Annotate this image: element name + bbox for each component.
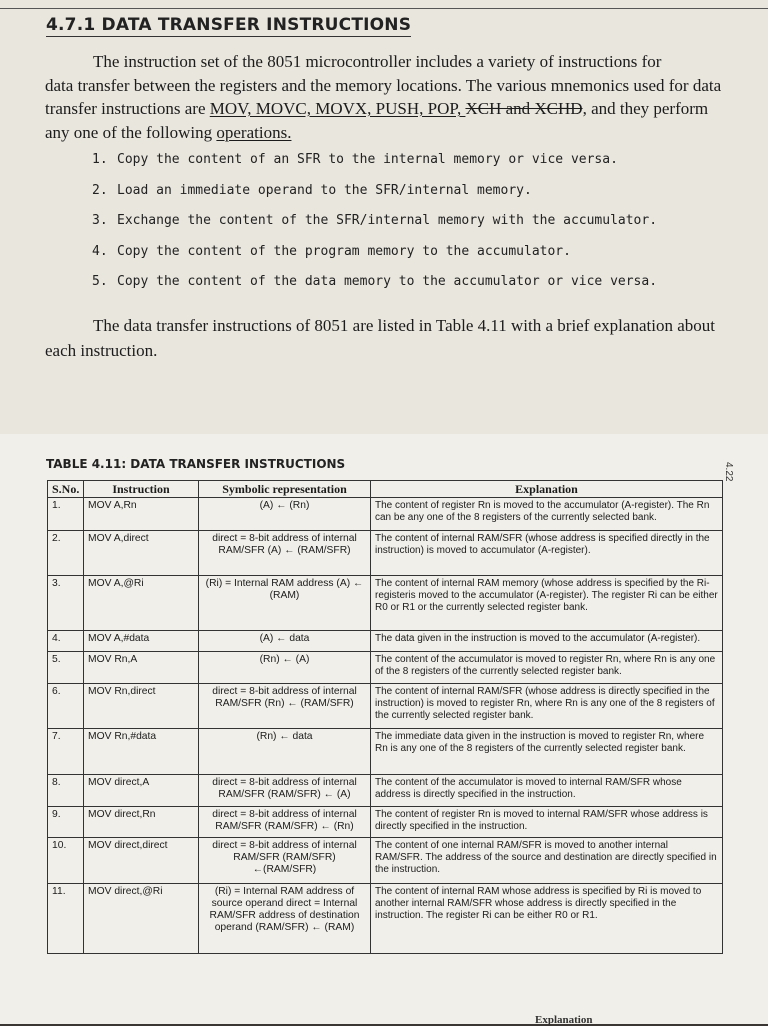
operations-list — [92, 152, 657, 305]
cell-instruction: MOV A,direct — [84, 531, 199, 576]
intro-line-2: data transfer between the registers and the memory locations. The various mnemonics used for data — [45, 75, 722, 95]
cell-explanation: The content of the accumulator is moved to register Rn, where Rn is any one of the 8 registers of the currently selected register bank. — [371, 652, 723, 684]
cell-symbolic: direct = 8-bit address of internal RAM/SFR (RAM/SFR) ← (Rn) — [199, 807, 371, 838]
cell-sno: 5. — [48, 652, 84, 684]
table-row — [48, 652, 723, 684]
data-transfer-table — [47, 480, 723, 954]
cell-explanation: The content of internal RAM/SFR (whose address is specified directly in the instruction) is moved to accumulator (A-register). — [371, 531, 723, 576]
cell-symbolic: (A) ← (Rn) — [199, 498, 371, 531]
section-heading: 4.7.1 DATA TRANSFER INSTRUCTIONS — [46, 15, 412, 35]
operation-item: 3. Exchange the content of the SFR/internal memory with the accumulator. — [92, 213, 658, 229]
page-top-rule — [0, 8, 768, 9]
header-sno: S.No. — [48, 481, 84, 498]
cell-explanation: The content of internal RAM memory (whose address is specified by the Ri-registeris moved to the accumulator (A-register). The register Ri can be either R0 or R1 or the currently selected register bank. — [371, 576, 723, 631]
cell-symbolic: direct = 8-bit address of internal RAM/SFR (RAM/SFR) ← (A) — [199, 775, 371, 807]
table-row — [48, 684, 723, 729]
cell-instruction: MOV direct,Rn — [84, 807, 199, 838]
table-row — [48, 729, 723, 775]
cell-sno: 8. — [48, 775, 84, 807]
cell-sno: 11. — [48, 884, 84, 954]
xch-xchd-struck: XCH and XCHD — [465, 99, 583, 118]
table-row — [48, 884, 723, 954]
cell-instruction: MOV Rn,#data — [84, 729, 199, 775]
cell-symbolic: direct = 8-bit address of internal RAM/SFR (A) ← (RAM/SFR) — [199, 531, 371, 576]
cell-sno: 9. — [48, 807, 84, 838]
cell-sno: 10. — [48, 838, 84, 884]
cell-sno: 2. — [48, 531, 84, 576]
cell-symbolic: (Rn) ← (A) — [199, 652, 371, 684]
operations-word: operations. — [216, 122, 292, 142]
intro-line-1: The instruction set of the 8051 microcontroller includes a variety of instructions for — [93, 52, 662, 71]
operation-item: 5. Copy the content of the data memory to the accumulator or vice versa. — [92, 274, 658, 290]
mnemonics-list: MOV, MOVC, MOVX, PUSH, POP, — [209, 99, 466, 118]
table-row — [48, 498, 723, 531]
cell-sno: 4. — [48, 631, 84, 652]
side-page-number: 4.22 — [723, 462, 734, 482]
cell-instruction: MOV A,Rn — [84, 498, 199, 531]
table-header-row — [48, 481, 723, 498]
cell-explanation: The content of the accumulator is moved to internal RAM/SFR whose address is directly specified in the instruction. — [371, 775, 723, 807]
cell-explanation: The immediate data given in the instruction is moved to register Rn, where Rn is any one of the 8 registers of the currently selected register bank. — [371, 729, 723, 775]
cell-explanation: The content of register Rn is moved to the accumulator (A-register). The Rn can be any one of the 8 registers of the currently selected bank. — [371, 498, 723, 531]
table-row — [48, 838, 723, 884]
cell-instruction: MOV Rn,direct — [84, 684, 199, 729]
cell-symbolic: (Ri) = Internal RAM address of source operand direct = Internal RAM/SFR address of destination operand (RAM/SFR) ← (RAM) — [199, 884, 371, 954]
table-row — [48, 775, 723, 807]
header-explanation: Explanation — [371, 481, 723, 498]
cell-instruction: MOV direct,@Ri — [84, 884, 199, 954]
cell-explanation: The data given in the instruction is moved to the accumulator (A-register). — [371, 631, 723, 652]
header-instruction: Instruction — [84, 481, 199, 498]
cell-symbolic: direct = 8-bit address of internal RAM/SFR (RAM/SFR) ←(RAM/SFR) — [199, 838, 371, 884]
intro-line-4: any one of the following operations. — [45, 122, 292, 142]
cell-explanation: The content of internal RAM/SFR (whose address is directly specified in the instruction) is moved to register Rn, where Rn is any one of the 8 registers of the currently selected register bank. — [371, 684, 723, 729]
cell-sno: 1. — [48, 498, 84, 531]
operation-item: 1. Copy the content of an SFR to the internal memory or vice versa. — [92, 152, 618, 167]
cell-symbolic: (A) ← data — [199, 631, 371, 652]
page-upper — [0, 0, 768, 434]
cell-instruction: MOV A,@Ri — [84, 576, 199, 631]
closing-line-1: The data transfer instructions of 8051 are listed in Table 4.11 with a brief explanation about — [93, 316, 715, 335]
cell-sno: 6. — [48, 684, 84, 729]
table-row — [48, 631, 723, 652]
cell-explanation: The content of register Rn is moved to internal RAM/SFR whose address is directly specified in the instruction. — [371, 807, 723, 838]
table-row — [48, 576, 723, 631]
next-page-heading-fragment: Explanation — [535, 1014, 593, 1026]
cell-instruction: MOV direct,A — [84, 775, 199, 807]
header-symbolic: Symbolic representation — [199, 481, 371, 498]
closing-line-2: each instruction. — [45, 341, 158, 360]
cell-explanation: The content of one internal RAM/SFR is moved to another internal RAM/SFR. The address of the source and destination are directly specified in the instruction. — [371, 838, 723, 884]
cell-instruction: MOV direct,direct — [84, 838, 199, 884]
intro-line-3: transfer instructions are MOV, MOVC, MOVX, PUSH, POP, XCH and XCHD, and they perform — [45, 99, 709, 118]
cell-symbolic: (Rn) ← data — [199, 729, 371, 775]
table-title: TABLE 4.11: DATA TRANSFER INSTRUCTIONS — [46, 457, 346, 471]
cell-sno: 3. — [48, 576, 84, 631]
cell-explanation: The content of internal RAM whose address is specified by Ri is moved to another internal RAM/SFR whose address is directly specified in the instruction. The register Ri can be either R0 or R1. — [371, 884, 723, 954]
cell-sno: 7. — [48, 729, 84, 775]
operation-item: 4. Copy the content of the program memory to the accumulator. — [92, 243, 571, 259]
cell-instruction: MOV Rn,A — [84, 652, 199, 684]
cell-instruction: MOV A,#data — [84, 631, 199, 652]
cell-symbolic: (Ri) = Internal RAM address (A) ← (RAM) — [199, 576, 371, 631]
cell-symbolic: direct = 8-bit address of internal RAM/SFR (Rn) ← (RAM/SFR) — [199, 684, 371, 729]
table-row — [48, 807, 723, 838]
table-row — [48, 531, 723, 576]
operation-item: 2. Load an immediate operand to the SFR/internal memory. — [92, 182, 532, 198]
